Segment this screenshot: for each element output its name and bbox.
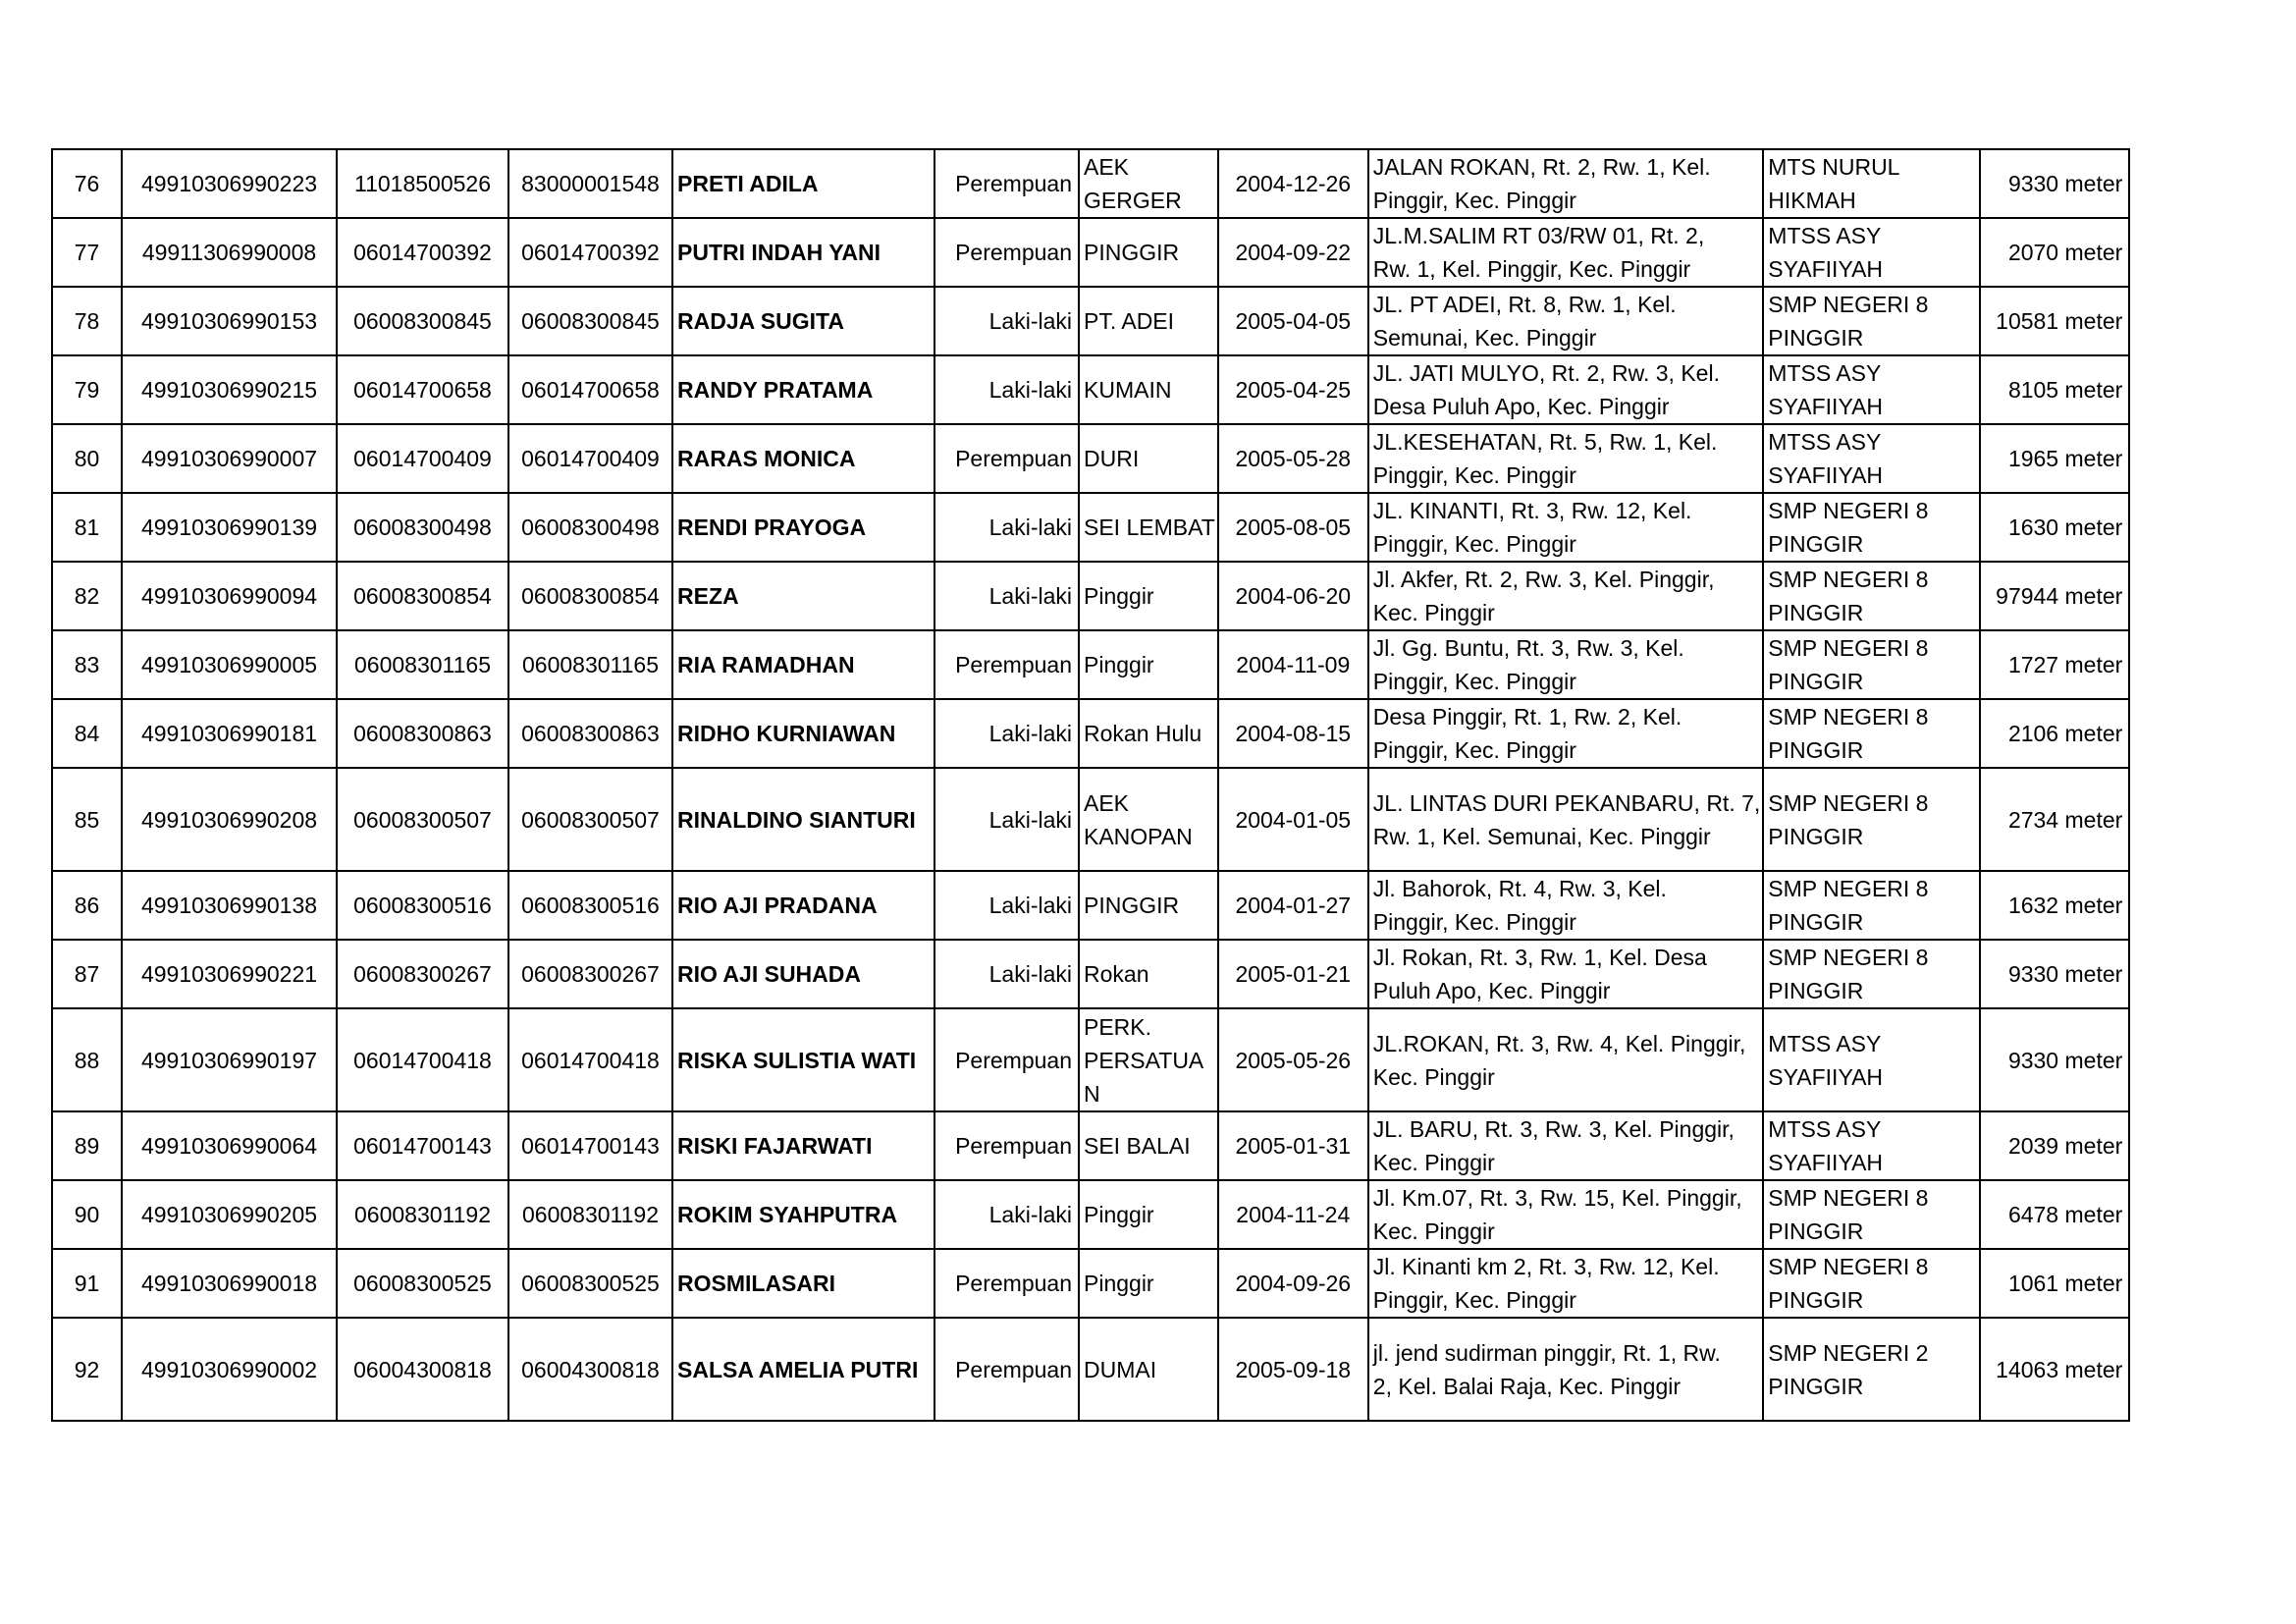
cell-no: 91 xyxy=(52,1249,122,1318)
cell-sekolah-line: SYAFIIYAH xyxy=(1768,1150,1884,1175)
cell-tempat-lahir xyxy=(1079,630,1218,699)
cell-nik: 06008300525 xyxy=(508,1249,672,1318)
table-row xyxy=(52,630,2129,699)
cell-nis: 06008300507 xyxy=(337,768,508,871)
cell-alamat-line: Jl. Km.07, Rt. 3, Rw. 15, Kel. Pinggir, xyxy=(1372,1185,1742,1211)
cell-no: 90 xyxy=(52,1180,122,1249)
cell-nik: 06008301192 xyxy=(508,1180,672,1249)
cell-tempat-lahir xyxy=(1079,1318,1218,1421)
cell-alamat xyxy=(1368,355,1764,424)
cell-sekolah-line: SMP NEGERI 8 xyxy=(1768,567,1929,592)
cell-jenis-kelamin: Perempuan xyxy=(934,630,1079,699)
cell-tanggal-lahir: 2005-08-05 xyxy=(1218,493,1368,562)
cell-sekolah-line: SYAFIIYAH xyxy=(1768,256,1884,282)
cell-tempat-lahir xyxy=(1079,424,1218,493)
cell-jenis-kelamin: Laki-laki xyxy=(934,355,1079,424)
cell-sekolah-line: SMP NEGERI 8 xyxy=(1768,945,1929,970)
cell-sekolah-line: SMP NEGERI 8 xyxy=(1768,498,1929,523)
cell-alamat-line: JL. JATI MULYO, Rt. 2, Rw. 3, Kel. xyxy=(1372,360,1720,386)
cell-jarak: 14063 meter xyxy=(1980,1318,2129,1421)
cell-no: 92 xyxy=(52,1318,122,1421)
cell-sekolah xyxy=(1763,1180,1980,1249)
cell-tanggal-lahir: 2005-05-26 xyxy=(1218,1008,1368,1111)
cell-tanggal-lahir: 2004-06-20 xyxy=(1218,562,1368,630)
cell-nis: 11018500526 xyxy=(337,149,508,218)
cell-nisn: 49910306990221 xyxy=(122,940,337,1008)
cell-sekolah-line: SMP NEGERI 8 xyxy=(1768,704,1929,730)
cell-jenis-kelamin: Laki-laki xyxy=(934,768,1079,871)
cell-nama: RISKI FAJARWATI xyxy=(672,1111,934,1180)
cell-alamat-line: Pinggir, Kec. Pinggir xyxy=(1372,909,1576,935)
cell-alamat xyxy=(1368,1318,1764,1421)
cell-tanggal-lahir: 2004-11-24 xyxy=(1218,1180,1368,1249)
table-row xyxy=(52,871,2129,940)
cell-no: 78 xyxy=(52,287,122,355)
cell-alamat-line: Kec. Pinggir xyxy=(1372,600,1495,625)
cell-jarak: 9330 meter xyxy=(1980,940,2129,1008)
cell-tanggal-lahir: 2004-09-26 xyxy=(1218,1249,1368,1318)
cell-jarak: 2734 meter xyxy=(1980,768,2129,871)
cell-tempat-lahir-line: PINGGIR xyxy=(1084,893,1180,918)
cell-sekolah-line: PINGGIR xyxy=(1768,737,1864,763)
cell-nisn: 49911306990008 xyxy=(122,218,337,287)
cell-sekolah-line: PINGGIR xyxy=(1768,531,1864,557)
cell-alamat xyxy=(1368,1180,1764,1249)
cell-tempat-lahir xyxy=(1079,1111,1218,1180)
cell-alamat xyxy=(1368,493,1764,562)
cell-nama: RINALDINO SIANTURI xyxy=(672,768,934,871)
cell-nama: PRETI ADILA xyxy=(672,149,934,218)
cell-alamat-line: 2, Kel. Balai Raja, Kec. Pinggir xyxy=(1372,1373,1681,1399)
cell-sekolah-line: MTSS ASY xyxy=(1768,1030,1882,1056)
cell-nis: 06008300525 xyxy=(337,1249,508,1318)
cell-nisn: 49910306990208 xyxy=(122,768,337,871)
cell-nisn: 49910306990205 xyxy=(122,1180,337,1249)
cell-sekolah-line: SMP NEGERI 8 xyxy=(1768,789,1929,816)
cell-nama: PUTRI INDAH YANI xyxy=(672,218,934,287)
cell-nis: 06008300267 xyxy=(337,940,508,1008)
cell-alamat xyxy=(1368,287,1764,355)
cell-nisn: 49910306990139 xyxy=(122,493,337,562)
table-row xyxy=(52,424,2129,493)
table-row xyxy=(52,1318,2129,1421)
cell-nisn: 49910306990094 xyxy=(122,562,337,630)
cell-tanggal-lahir: 2005-04-25 xyxy=(1218,355,1368,424)
cell-jarak: 2070 meter xyxy=(1980,218,2129,287)
cell-jarak: 1632 meter xyxy=(1980,871,2129,940)
cell-alamat-line: Jl. Bahorok, Rt. 4, Rw. 3, Kel. xyxy=(1372,876,1667,901)
cell-sekolah-line: SMP NEGERI 8 xyxy=(1768,635,1929,661)
cell-alamat xyxy=(1368,940,1764,1008)
cell-nama: RADJA SUGITA xyxy=(672,287,934,355)
cell-tempat-lahir-line: PERK. xyxy=(1084,1013,1152,1040)
cell-sekolah-line: MTSS ASY xyxy=(1768,360,1882,386)
table-row xyxy=(52,1008,2129,1111)
cell-nik: 83000001548 xyxy=(508,149,672,218)
cell-sekolah xyxy=(1763,218,1980,287)
cell-alamat-line: JL.M.SALIM RT 03/RW 01, Rt. 2, xyxy=(1372,223,1705,248)
cell-sekolah xyxy=(1763,562,1980,630)
cell-alamat xyxy=(1368,871,1764,940)
cell-sekolah xyxy=(1763,287,1980,355)
cell-nama: RARAS MONICA xyxy=(672,424,934,493)
cell-jarak: 1630 meter xyxy=(1980,493,2129,562)
cell-nisn: 49910306990018 xyxy=(122,1249,337,1318)
cell-alamat-line: Desa Pinggir, Rt. 1, Rw. 2, Kel. xyxy=(1372,704,1682,730)
cell-jarak: 6478 meter xyxy=(1980,1180,2129,1249)
cell-sekolah-line: SYAFIIYAH xyxy=(1768,394,1884,419)
cell-jarak: 1965 meter xyxy=(1980,424,2129,493)
cell-nik: 06008300507 xyxy=(508,768,672,871)
table-row xyxy=(52,1180,2129,1249)
cell-sekolah-line: MTS NURUL xyxy=(1768,154,1900,180)
cell-nik: 06008301165 xyxy=(508,630,672,699)
cell-nik: 06008300267 xyxy=(508,940,672,1008)
cell-alamat-line: Puluh Apo, Kec. Pinggir xyxy=(1372,978,1611,1003)
cell-no: 84 xyxy=(52,699,122,768)
cell-nis: 06008300863 xyxy=(337,699,508,768)
cell-tempat-lahir xyxy=(1079,871,1218,940)
cell-alamat-line: Pinggir, Kec. Pinggir xyxy=(1372,737,1576,763)
cell-alamat-line: JL.ROKAN, Rt. 3, Rw. 4, Kel. Pinggir, xyxy=(1372,1030,1746,1056)
cell-sekolah-line: SYAFIIYAH xyxy=(1768,462,1884,488)
cell-jenis-kelamin: Laki-laki xyxy=(934,699,1079,768)
cell-sekolah-line: PINGGIR xyxy=(1768,909,1864,935)
cell-tempat-lahir-line: DUMAI xyxy=(1084,1356,1157,1382)
cell-alamat-line: Pinggir, Kec. Pinggir xyxy=(1372,1287,1576,1313)
cell-nis: 06008301165 xyxy=(337,630,508,699)
cell-tempat-lahir xyxy=(1079,355,1218,424)
cell-sekolah-line: PINGGIR xyxy=(1768,1373,1864,1399)
cell-sekolah-line: MTSS ASY xyxy=(1768,223,1882,248)
cell-sekolah-line: SYAFIIYAH xyxy=(1768,1063,1884,1090)
cell-nisn: 49910306990005 xyxy=(122,630,337,699)
cell-tanggal-lahir: 2005-04-05 xyxy=(1218,287,1368,355)
cell-nik: 06008300516 xyxy=(508,871,672,940)
table-row xyxy=(52,355,2129,424)
cell-nisn: 49910306990002 xyxy=(122,1318,337,1421)
cell-tempat-lahir-line: Rokan xyxy=(1084,961,1149,987)
cell-tempat-lahir-line: PT. ADEI xyxy=(1084,308,1175,334)
cell-nis: 06004300818 xyxy=(337,1318,508,1421)
cell-no: 81 xyxy=(52,493,122,562)
cell-nis: 06008301192 xyxy=(337,1180,508,1249)
cell-sekolah-line: MTSS ASY xyxy=(1768,429,1882,455)
cell-tempat-lahir xyxy=(1079,149,1218,218)
cell-sekolah xyxy=(1763,1318,1980,1421)
cell-no: 87 xyxy=(52,940,122,1008)
table-row xyxy=(52,287,2129,355)
cell-tempat-lahir xyxy=(1079,493,1218,562)
cell-sekolah-line: SMP NEGERI 2 xyxy=(1768,1339,1929,1366)
cell-nama: SALSA AMELIA PUTRI xyxy=(672,1318,934,1421)
cell-tempat-lahir xyxy=(1079,218,1218,287)
cell-tempat-lahir-line: AEK xyxy=(1084,154,1130,180)
cell-sekolah-line: SMP NEGERI 8 xyxy=(1768,1254,1929,1279)
cell-tanggal-lahir: 2004-09-22 xyxy=(1218,218,1368,287)
cell-alamat xyxy=(1368,562,1764,630)
cell-alamat-line: Pinggir, Kec. Pinggir xyxy=(1372,462,1576,488)
cell-alamat-line: Rw. 1, Kel. Pinggir, Kec. Pinggir xyxy=(1372,256,1691,282)
cell-jenis-kelamin: Laki-laki xyxy=(934,493,1079,562)
cell-sekolah-line: SMP NEGERI 8 xyxy=(1768,1185,1929,1211)
cell-alamat-line: JL. BARU, Rt. 3, Rw. 3, Kel. Pinggir, xyxy=(1372,1116,1735,1142)
cell-alamat-line: Pinggir, Kec. Pinggir xyxy=(1372,531,1576,557)
cell-alamat xyxy=(1368,149,1764,218)
table-row xyxy=(52,493,2129,562)
cell-alamat-line: Pinggir, Kec. Pinggir xyxy=(1372,669,1576,694)
table-row xyxy=(52,1249,2129,1318)
cell-alamat-line: Jl. Akfer, Rt. 2, Rw. 3, Kel. Pinggir, xyxy=(1372,567,1715,592)
cell-tanggal-lahir: 2004-08-15 xyxy=(1218,699,1368,768)
cell-nisn: 49910306990138 xyxy=(122,871,337,940)
cell-alamat xyxy=(1368,218,1764,287)
cell-no: 85 xyxy=(52,768,122,871)
cell-sekolah-line: PINGGIR xyxy=(1768,1287,1864,1313)
cell-sekolah-line: PINGGIR xyxy=(1768,823,1864,849)
cell-nama: RIO AJI PRADANA xyxy=(672,871,934,940)
cell-jarak: 9330 meter xyxy=(1980,149,2129,218)
cell-nik: 06008300845 xyxy=(508,287,672,355)
cell-alamat xyxy=(1368,1008,1764,1111)
cell-nis: 06014700658 xyxy=(337,355,508,424)
cell-nik: 06008300854 xyxy=(508,562,672,630)
cell-no: 89 xyxy=(52,1111,122,1180)
cell-nama: RISKA SULISTIA WATI xyxy=(672,1008,934,1111)
cell-alamat-line: JL.KESEHATAN, Rt. 5, Rw. 1, Kel. xyxy=(1372,429,1718,455)
cell-sekolah xyxy=(1763,871,1980,940)
cell-jenis-kelamin: Laki-laki xyxy=(934,1180,1079,1249)
cell-tanggal-lahir: 2004-12-26 xyxy=(1218,149,1368,218)
cell-nama: RANDY PRATAMA xyxy=(672,355,934,424)
cell-nis: 06008300854 xyxy=(337,562,508,630)
cell-nik: 06004300818 xyxy=(508,1318,672,1421)
table-row xyxy=(52,1111,2129,1180)
cell-nis: 06014700143 xyxy=(337,1111,508,1180)
cell-nis: 06008300498 xyxy=(337,493,508,562)
cell-sekolah xyxy=(1763,424,1980,493)
cell-sekolah xyxy=(1763,699,1980,768)
cell-jarak: 97944 meter xyxy=(1980,562,2129,630)
cell-no: 86 xyxy=(52,871,122,940)
cell-sekolah xyxy=(1763,355,1980,424)
cell-nis: 06014700418 xyxy=(337,1008,508,1111)
cell-tanggal-lahir: 2005-05-28 xyxy=(1218,424,1368,493)
table-row xyxy=(52,699,2129,768)
cell-alamat-line: Pinggir, Kec. Pinggir xyxy=(1372,188,1576,213)
cell-tempat-lahir xyxy=(1079,1180,1218,1249)
cell-tanggal-lahir: 2005-01-31 xyxy=(1218,1111,1368,1180)
cell-alamat-line: jl. jend sudirman pinggir, Rt. 1, Rw. xyxy=(1372,1339,1721,1366)
cell-alamat-line: Kec. Pinggir xyxy=(1372,1150,1495,1175)
table-row xyxy=(52,768,2129,871)
cell-jarak: 1727 meter xyxy=(1980,630,2129,699)
cell-tempat-lahir-line: DURI xyxy=(1084,446,1140,471)
cell-nisn: 49910306990153 xyxy=(122,287,337,355)
cell-tempat-lahir-line: KUMAIN xyxy=(1084,377,1172,403)
cell-nama: RIDHO KURNIAWAN xyxy=(672,699,934,768)
cell-alamat-line: JL. PT ADEI, Rt. 8, Rw. 1, Kel. xyxy=(1372,292,1677,317)
cell-sekolah-line: PINGGIR xyxy=(1768,669,1864,694)
cell-alamat xyxy=(1368,699,1764,768)
cell-tempat-lahir-line: GERGER xyxy=(1084,188,1182,213)
cell-alamat-line: Kec. Pinggir xyxy=(1372,1063,1495,1090)
cell-sekolah-line: PINGGIR xyxy=(1768,325,1864,351)
cell-nik: 06008300863 xyxy=(508,699,672,768)
cell-tempat-lahir xyxy=(1079,287,1218,355)
table-row xyxy=(52,940,2129,1008)
cell-nisn: 49910306990215 xyxy=(122,355,337,424)
cell-tempat-lahir xyxy=(1079,562,1218,630)
cell-alamat xyxy=(1368,1111,1764,1180)
cell-nis: 06014700392 xyxy=(337,218,508,287)
cell-nisn: 49910306990007 xyxy=(122,424,337,493)
cell-alamat-line: JL. LINTAS DURI PEKANBARU, Rt. 7, xyxy=(1372,789,1761,816)
cell-jenis-kelamin: Perempuan xyxy=(934,1249,1079,1318)
cell-jenis-kelamin: Perempuan xyxy=(934,1008,1079,1111)
cell-jenis-kelamin: Laki-laki xyxy=(934,562,1079,630)
cell-nama: ROKIM SYAHPUTRA xyxy=(672,1180,934,1249)
cell-sekolah-line: SMP NEGERI 8 xyxy=(1768,876,1929,901)
cell-jarak: 10581 meter xyxy=(1980,287,2129,355)
cell-jenis-kelamin: Perempuan xyxy=(934,218,1079,287)
cell-alamat-line: JL. KINANTI, Rt. 3, Rw. 12, Kel. xyxy=(1372,498,1692,523)
cell-tempat-lahir xyxy=(1079,1008,1218,1111)
cell-nik: 06014700658 xyxy=(508,355,672,424)
cell-jarak: 8105 meter xyxy=(1980,355,2129,424)
cell-tempat-lahir-line: Rokan Hulu xyxy=(1084,721,1202,746)
cell-no: 83 xyxy=(52,630,122,699)
cell-tempat-lahir-line: PINGGIR xyxy=(1084,240,1180,265)
cell-alamat-line: Jl. Gg. Buntu, Rt. 3, Rw. 3, Kel. xyxy=(1372,635,1684,661)
cell-tanggal-lahir: 2005-09-18 xyxy=(1218,1318,1368,1421)
cell-sekolah xyxy=(1763,940,1980,1008)
cell-sekolah xyxy=(1763,493,1980,562)
cell-jenis-kelamin: Laki-laki xyxy=(934,940,1079,1008)
table-row xyxy=(52,149,2129,218)
cell-tempat-lahir xyxy=(1079,1249,1218,1318)
cell-nis: 06014700409 xyxy=(337,424,508,493)
cell-no: 79 xyxy=(52,355,122,424)
cell-sekolah-line: PINGGIR xyxy=(1768,600,1864,625)
cell-alamat xyxy=(1368,424,1764,493)
cell-nik: 06008300498 xyxy=(508,493,672,562)
cell-jenis-kelamin: Perempuan xyxy=(934,424,1079,493)
cell-sekolah-line: SMP NEGERI 8 xyxy=(1768,292,1929,317)
cell-no: 80 xyxy=(52,424,122,493)
cell-alamat xyxy=(1368,630,1764,699)
cell-sekolah xyxy=(1763,768,1980,871)
cell-nis: 06008300516 xyxy=(337,871,508,940)
cell-nisn: 49910306990223 xyxy=(122,149,337,218)
cell-nama: RIO AJI SUHADA xyxy=(672,940,934,1008)
cell-no: 82 xyxy=(52,562,122,630)
cell-nama: ROSMILASARI xyxy=(672,1249,934,1318)
cell-tempat-lahir-line: Pinggir xyxy=(1084,583,1154,609)
cell-alamat-line: Jl. Rokan, Rt. 3, Rw. 1, Kel. Desa xyxy=(1372,945,1707,970)
cell-tempat-lahir-line: SEI BALAI xyxy=(1084,1133,1191,1159)
cell-tanggal-lahir: 2004-11-09 xyxy=(1218,630,1368,699)
cell-tempat-lahir-line: KANOPAN xyxy=(1084,823,1193,849)
cell-nama: RIA RAMADHAN xyxy=(672,630,934,699)
cell-nik: 06014700143 xyxy=(508,1111,672,1180)
cell-alamat-line: Desa Puluh Apo, Kec. Pinggir xyxy=(1372,394,1670,419)
cell-tempat-lahir xyxy=(1079,940,1218,1008)
cell-nik: 06014700392 xyxy=(508,218,672,287)
cell-sekolah-line: HIKMAH xyxy=(1768,188,1856,213)
cell-sekolah xyxy=(1763,149,1980,218)
cell-alamat-line: Jl. Kinanti km 2, Rt. 3, Rw. 12, Kel. xyxy=(1372,1254,1720,1279)
cell-jenis-kelamin: Laki-laki xyxy=(934,287,1079,355)
cell-sekolah xyxy=(1763,1008,1980,1111)
cell-jenis-kelamin: Perempuan xyxy=(934,1111,1079,1180)
table-row xyxy=(52,562,2129,630)
cell-tanggal-lahir: 2004-01-27 xyxy=(1218,871,1368,940)
cell-tempat-lahir-line: Pinggir xyxy=(1084,652,1154,677)
cell-nik: 06014700409 xyxy=(508,424,672,493)
cell-tempat-lahir xyxy=(1079,699,1218,768)
cell-nama: RENDI PRAYOGA xyxy=(672,493,934,562)
cell-jenis-kelamin: Perempuan xyxy=(934,149,1079,218)
cell-tempat-lahir-line: AEK xyxy=(1084,789,1130,816)
cell-nisn: 49910306990181 xyxy=(122,699,337,768)
student-data-table xyxy=(51,148,2130,1422)
cell-tanggal-lahir: 2004-01-05 xyxy=(1218,768,1368,871)
cell-sekolah xyxy=(1763,1111,1980,1180)
cell-jenis-kelamin: Laki-laki xyxy=(934,871,1079,940)
cell-no: 88 xyxy=(52,1008,122,1111)
cell-alamat-line: Semunai, Kec. Pinggir xyxy=(1372,325,1597,351)
cell-sekolah xyxy=(1763,630,1980,699)
table-row xyxy=(52,218,2129,287)
cell-jarak: 2039 meter xyxy=(1980,1111,2129,1180)
cell-nis: 06008300845 xyxy=(337,287,508,355)
table-body xyxy=(52,149,2129,1421)
cell-no: 77 xyxy=(52,218,122,287)
cell-nik: 06014700418 xyxy=(508,1008,672,1111)
cell-no: 76 xyxy=(52,149,122,218)
cell-jarak: 2106 meter xyxy=(1980,699,2129,768)
cell-sekolah-line: PINGGIR xyxy=(1768,1218,1864,1244)
cell-sekolah-line: PINGGIR xyxy=(1768,978,1864,1003)
cell-alamat-line: JALAN ROKAN, Rt. 2, Rw. 1, Kel. xyxy=(1372,154,1711,180)
cell-tempat-lahir-line: SEI LEMBAT xyxy=(1084,514,1215,540)
cell-jarak: 9330 meter xyxy=(1980,1008,2129,1111)
cell-sekolah-line: MTSS ASY xyxy=(1768,1116,1882,1142)
cell-nisn: 49910306990197 xyxy=(122,1008,337,1111)
cell-nama: REZA xyxy=(672,562,934,630)
cell-alamat xyxy=(1368,768,1764,871)
cell-tempat-lahir-line: Pinggir xyxy=(1084,1271,1154,1296)
cell-tempat-lahir-line: N xyxy=(1084,1080,1100,1107)
cell-tempat-lahir xyxy=(1079,768,1218,871)
cell-jarak: 1061 meter xyxy=(1980,1249,2129,1318)
cell-alamat-line: Rw. 1, Kel. Semunai, Kec. Pinggir xyxy=(1372,823,1711,849)
cell-alamat-line: Kec. Pinggir xyxy=(1372,1218,1495,1244)
cell-nisn: 49910306990064 xyxy=(122,1111,337,1180)
cell-alamat xyxy=(1368,1249,1764,1318)
cell-jenis-kelamin: Perempuan xyxy=(934,1318,1079,1421)
cell-tempat-lahir-line: Pinggir xyxy=(1084,1202,1154,1227)
cell-tempat-lahir-line: PERSATUA xyxy=(1084,1047,1204,1073)
cell-tanggal-lahir: 2005-01-21 xyxy=(1218,940,1368,1008)
cell-sekolah xyxy=(1763,1249,1980,1318)
